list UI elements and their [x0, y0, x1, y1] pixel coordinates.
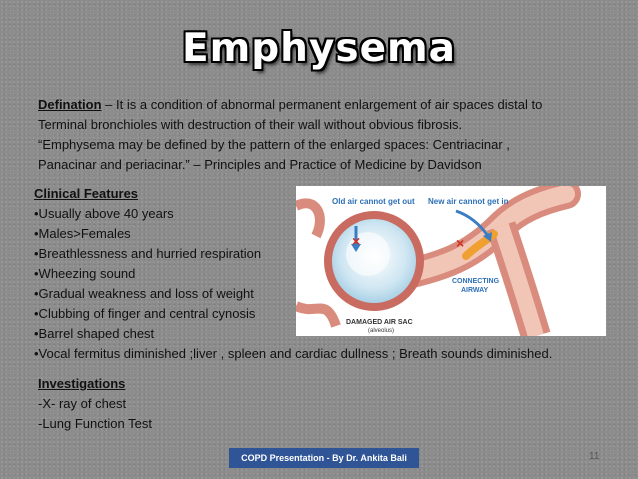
investigation-item: -Lung Function Test — [38, 416, 152, 431]
footer-banner: COPD Presentation - By Dr. Ankita Bali — [229, 448, 419, 468]
blocked-x-icon: × — [352, 233, 361, 249]
old-air-label: Old air cannot get out — [332, 197, 415, 206]
definition-line-1-text: – It is a condition of abnormal permanent enlargement of air spaces distal to — [101, 97, 543, 112]
damaged-sac-label: DAMAGED AIR SAC — [346, 319, 413, 326]
page-number: 11 — [589, 451, 600, 462]
definition-heading: Defination — [38, 97, 102, 112]
emphysema-diagram — [296, 186, 606, 336]
new-air-label: New air cannot get in — [428, 197, 509, 206]
clinical-item: •Breathlessness and hurried respiration — [34, 246, 262, 261]
investigation-item: -X- ray of chest — [38, 396, 127, 411]
definition-line-3: “Emphysema may be defined by the pattern of the enlarged spaces: Centriacinar , — [38, 137, 510, 152]
investigations-heading: Investigations — [38, 376, 126, 391]
clinical-item: •Clubbing of finger and central cynosis — [34, 306, 256, 321]
clinical-item: •Gradual weakness and loss of weight — [34, 286, 254, 301]
clinical-item: •Males>Females — [34, 226, 131, 241]
definition-line-4: Panacinar and periacinar.” – Principles and Practice of Medicine by Davidson — [38, 157, 482, 172]
clinical-item: •Wheezing sound — [34, 266, 136, 281]
connecting-airway-label-1: CONNECTING — [452, 278, 500, 285]
alveolus-label: (alveolus) — [368, 328, 395, 334]
investigations — [38, 374, 338, 434]
connecting-airway-label-2: AIRWAY — [461, 287, 489, 294]
definition-line-1 — [38, 95, 628, 115]
slide-title: Emphysema — [181, 26, 456, 71]
definition-line-2: Terminal bronchioles with destruction of their wall without obvious fibrosis. — [38, 117, 463, 132]
clinical-item: •Vocal fermitus diminished ;liver , spleen and cardiac dullness ; Breath sounds diminished. — [34, 346, 553, 361]
clinical-item: •Usually above 40 years — [34, 206, 174, 221]
air-sac-illustration — [296, 186, 606, 336]
blocked-x-icon: × — [456, 235, 465, 251]
definition-block — [38, 95, 628, 175]
clinical-heading: Clinical Features — [34, 186, 139, 201]
clinical-item: •Barrel shaped chest — [34, 326, 155, 341]
